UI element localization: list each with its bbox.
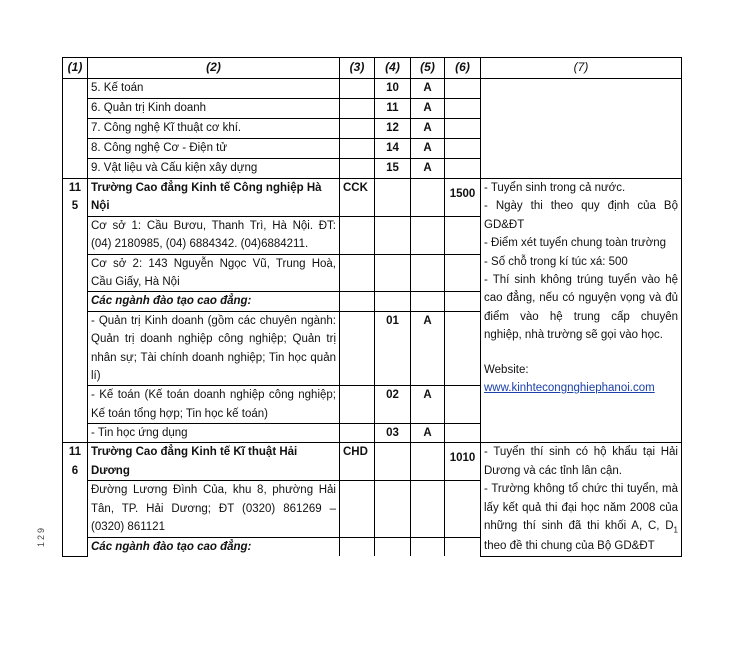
campus-1: Cơ sở 1: Cầu Bươu, Thanh Trì, Hà Nội. ĐT: (04) 2180985, (04) 6884342. (04)6884211.: [88, 216, 340, 254]
school-name: Trường Cao đẳng Kinh tế Công nghiệp Hà Nội: [88, 179, 340, 217]
quota-cell: [445, 311, 481, 386]
major-code-cell: [375, 254, 411, 292]
school-code-cell: [340, 159, 375, 179]
major-name: 5. Kế toán: [88, 79, 340, 99]
major-code-cell: [375, 179, 411, 217]
major-name: - Tin học ứng dụng: [88, 424, 340, 443]
exam-block: A: [411, 311, 445, 386]
school-code-cell: [340, 386, 375, 424]
school-code-cell: [340, 292, 375, 311]
exam-block: A: [411, 159, 445, 179]
school-notes: [481, 179, 682, 443]
major-name: - Quản trị Kinh doanh (gồm các chuyên ngành: Quản trị doanh nghiệp công nghiệp; Quản trị nhân sự; Tài chính doanh nghiệp; Tin học quản lí): [88, 311, 340, 386]
school-row-115: [63, 179, 682, 217]
school-name: Trường Cao đẳng Kinh tế Kĩ thuật Hải Dương: [88, 443, 340, 481]
col-header-4: (4): [375, 58, 411, 79]
major-code: 14: [375, 139, 411, 159]
quota-cell: [445, 481, 481, 537]
major-code-cell: [375, 292, 411, 311]
major-code: 02: [375, 386, 411, 424]
school-code-cell: [340, 254, 375, 292]
stt-cell: [63, 79, 88, 179]
note-line: [484, 480, 678, 555]
school-code-cell: [340, 216, 375, 254]
major-name: - Kế toán (Kế toán doanh nghiệp công nghiệp; Kế toán tổng hợp; Tin học kế toán): [88, 386, 340, 424]
major-code: 15: [375, 159, 411, 179]
note-line: - Số chỗ trong kí túc xá: 500: [484, 255, 628, 268]
quota-cell: [445, 139, 481, 159]
col-header-1: (1): [63, 58, 88, 79]
school-row-116: [63, 443, 682, 481]
note-line: - Tuyển thí sinh có hộ khẩu tại Hải Dương và các tỉnh lân cận.: [484, 446, 678, 477]
col-header-7: (7): [481, 58, 682, 79]
school-address: Đường Lương Đình Của, khu 8, phường Hải Tân, TP. Hải Dương; ĐT (0320) 861269 – (0320) 861121: [88, 481, 340, 537]
quota-cell: [445, 424, 481, 443]
quota-cell: [445, 79, 481, 99]
major-name: 8. Công nghệ Cơ - Điện tử: [88, 139, 340, 159]
exam-block: A: [411, 139, 445, 159]
quota-cell: [445, 216, 481, 254]
majors-heading: Các ngành đào tạo cao đẳng:: [88, 537, 340, 556]
quota-cell: [445, 99, 481, 119]
notes-cell: [481, 79, 682, 179]
quota-cell: [445, 159, 481, 179]
exam-block-cell: [411, 481, 445, 537]
school-code-cell: [340, 139, 375, 159]
page-number: 129: [36, 526, 46, 548]
school-stt: 11 6: [63, 443, 88, 556]
note-line: - Điểm xét tuyển chung toàn trường: [484, 237, 667, 250]
campus-2: Cơ sở 2: 143 Nguyễn Ngọc Vũ, Trung Hoà, Cầu Giấy, Hà Nội: [88, 254, 340, 292]
school-stt: 11 5: [63, 179, 88, 443]
header-row: [63, 58, 682, 79]
website-link[interactable]: www.kinhtecongnghiephanoi.com: [484, 381, 655, 394]
quota-cell: [445, 537, 481, 556]
col-header-3: (3): [340, 58, 375, 79]
school-quota: 1010: [445, 443, 481, 481]
major-code: 11: [375, 99, 411, 119]
major-name: 9. Vật liệu và Cấu kiện xây dựng: [88, 159, 340, 179]
school-code-cell: [340, 537, 375, 556]
school-code: CCK: [340, 179, 375, 217]
school-code-cell: [340, 311, 375, 386]
major-code: 03: [375, 424, 411, 443]
school-notes: [481, 443, 682, 556]
exam-block-cell: [411, 254, 445, 292]
school-code: CHD: [340, 443, 375, 481]
exam-block-cell: [411, 537, 445, 556]
major-code-cell: [375, 481, 411, 537]
major-code-cell: [375, 216, 411, 254]
note-line: - Ngày thi theo quy định của Bộ GD&ĐT: [484, 200, 678, 231]
col-header-2: (2): [88, 58, 340, 79]
major-code: 01: [375, 311, 411, 386]
major-name: 6. Quản trị Kinh doanh: [88, 99, 340, 119]
school-code-cell: [340, 99, 375, 119]
major-code-cell: [375, 443, 411, 481]
exam-block-cell: [411, 216, 445, 254]
school-code-cell: [340, 481, 375, 537]
col-header-6: (6): [445, 58, 481, 79]
exam-block-cell: [411, 292, 445, 311]
table-row: [63, 79, 682, 99]
quota-cell: [445, 292, 481, 311]
note-subscript: 1: [673, 525, 678, 535]
exam-block-cell: [411, 179, 445, 217]
major-code: 10: [375, 79, 411, 99]
majors-heading: Các ngành đào tạo cao đẳng:: [88, 292, 340, 311]
note-text: - Trường không tổ chức thi tuyển, mà lấy kết quả thi đại học năm 2008 của những thí sinh đã thi khối A, C, D: [484, 483, 678, 533]
exam-block: A: [411, 99, 445, 119]
note-line: - Thí sinh không trúng tuyển vào hệ cao đẳng, nếu có nguyện vọng và đủ điểm vào hệ trung cấp chuyên nghiệp, nhà trường sẽ gọi vào học.: [484, 273, 678, 342]
exam-block: A: [411, 424, 445, 443]
major-code-cell: [375, 537, 411, 556]
major-code: 12: [375, 119, 411, 139]
school-code-cell: [340, 79, 375, 99]
col-header-5: (5): [411, 58, 445, 79]
quota-cell: [445, 119, 481, 139]
school-quota: 1500: [445, 179, 481, 217]
exam-block: A: [411, 119, 445, 139]
school-code-cell: [340, 424, 375, 443]
quota-cell: [445, 386, 481, 424]
quota-cell: [445, 254, 481, 292]
major-name: 7. Công nghệ Kĩ thuật cơ khí.: [88, 119, 340, 139]
exam-block-cell: [411, 443, 445, 481]
exam-block: A: [411, 386, 445, 424]
website-label: Website:: [484, 363, 529, 376]
exam-block: A: [411, 79, 445, 99]
note-text: theo đề thi chung của Bộ GD&ĐT: [484, 540, 655, 553]
note-line: - Tuyển sinh trong cả nước.: [484, 182, 626, 194]
school-code-cell: [340, 119, 375, 139]
admissions-table: [62, 57, 682, 557]
